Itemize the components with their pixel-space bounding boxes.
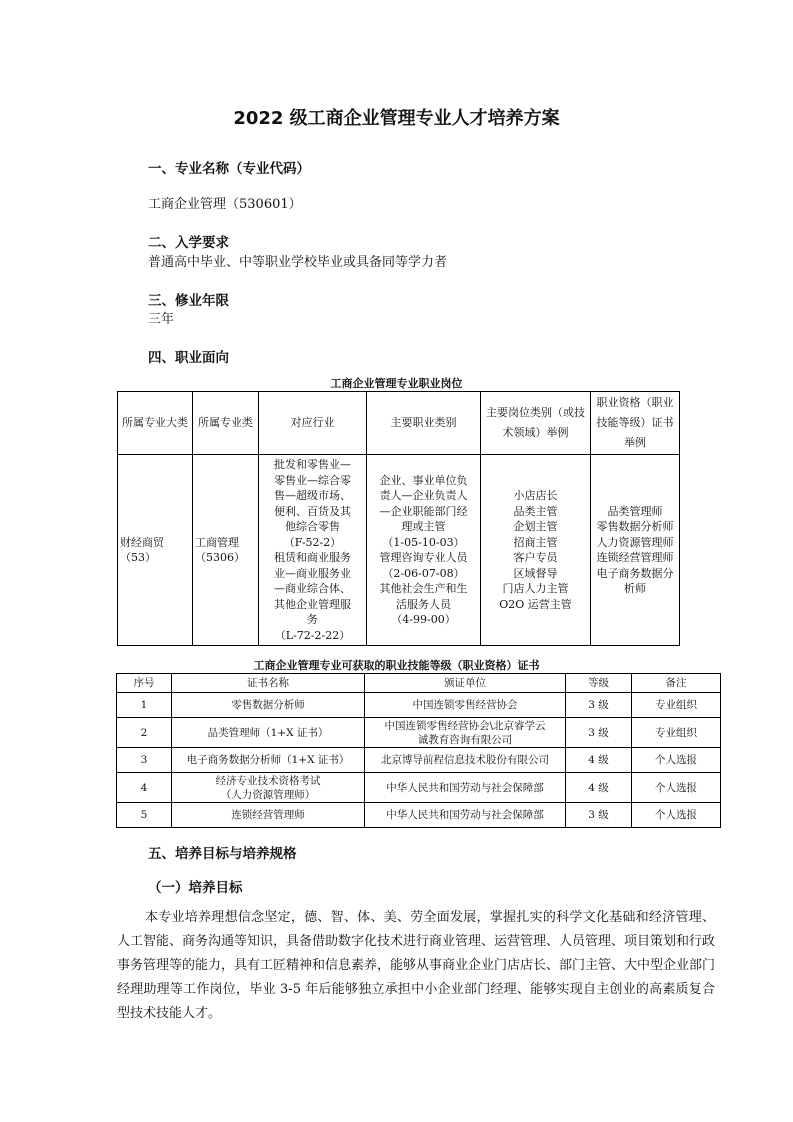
- cert-note: 专业组织: [632, 718, 721, 748]
- cell-line: 连锁经营管理师: [596, 551, 674, 564]
- cert-name: 零售数据分析师: [172, 693, 365, 718]
- cert-note: 个人选报: [632, 748, 721, 773]
- cell-line: 企划主管: [513, 520, 558, 533]
- cert-issuer: 中华人民共和国劳动与社会保障部: [365, 773, 566, 803]
- cell-line: 门店人力主管: [502, 582, 569, 595]
- cell-line: 活服务人员: [396, 597, 451, 611]
- cell-line: （53）: [120, 551, 156, 564]
- cert-name: 电子商务数据分析师（1+X 证书）: [172, 748, 365, 773]
- cert-name: 连锁经营管理师: [172, 803, 365, 828]
- section-1-text: 工商企业管理（530601）: [148, 197, 302, 212]
- cell-line: 招商主管: [513, 535, 558, 549]
- cell-line: —企业职能部门经: [379, 504, 468, 518]
- cell-line: 经济专业技术资格考试: [215, 774, 321, 787]
- table2-header-row: [117, 674, 721, 693]
- table1-header-cell: 主要职业类别: [367, 392, 481, 455]
- section-2-heading: 二、入学要求: [148, 235, 229, 251]
- page-title: 2022 级工商企业管理专业人才培养方案: [233, 108, 560, 129]
- cert-note: 个人选报: [632, 773, 721, 803]
- cert-issuer: 北京博导前程信息技术股份有限公司: [365, 748, 566, 773]
- major-class-cell: [118, 455, 193, 646]
- table1-header-cell: 所属专业大类: [118, 392, 193, 455]
- cell-line: （F-52-2）: [283, 535, 342, 549]
- table2-header-cell: 序号: [117, 674, 172, 693]
- table2-header-cell: 证书名称: [172, 674, 365, 693]
- cert-no: 2: [117, 718, 172, 748]
- cell-line: 责人—企业负责人: [379, 489, 468, 502]
- occupation-cell: [367, 455, 481, 646]
- table1-header-cell: 对应行业: [259, 392, 367, 455]
- table1-header-row: [118, 392, 680, 455]
- cell-line: 品类主管: [513, 504, 558, 518]
- cell-line: 他综合零售: [285, 520, 340, 533]
- cell-line: 其他社会生产和生: [379, 582, 468, 595]
- section-2-text: 普通高中毕业、中等职业学校毕业或具备同等学力者: [148, 255, 448, 270]
- cert-no: 3: [117, 748, 172, 773]
- table-row: [117, 718, 721, 748]
- cert-note: 专业组织: [632, 693, 721, 718]
- positions-cell: [481, 455, 591, 646]
- cert-issuer: 中国连锁零售经营协会: [365, 693, 566, 718]
- section-5-subheading: （一）培养目标: [148, 880, 243, 896]
- cert-no: 1: [117, 693, 172, 718]
- cell-line: 中国连锁零售经营协会\北京睿学云: [384, 719, 546, 732]
- cert-level: 3 级: [566, 803, 632, 828]
- cell-line: 零售数据分析师: [596, 520, 674, 533]
- cell-line: 品类管理师（1+X 证书）: [207, 726, 329, 739]
- cell-line: 企业、事业单位负: [379, 473, 468, 487]
- table-row: [117, 748, 721, 773]
- cell-line: 其他企业管理服: [274, 597, 351, 611]
- section-3-text: 三年: [148, 312, 175, 327]
- table2-header-cell: 备注: [632, 674, 721, 693]
- cell-line: 客户专员: [513, 551, 558, 564]
- cert-level: 3 级: [566, 693, 632, 718]
- table2-header-cell: 等级: [566, 674, 632, 693]
- cert-issuer: 中华人民共和国劳动与社会保障部: [365, 803, 566, 828]
- cell-line: O2O 运营主管: [499, 597, 572, 611]
- cert-no: 4: [117, 773, 172, 803]
- cell-line: 析师: [624, 582, 646, 595]
- cell-line: 售—超级市场、: [274, 489, 351, 502]
- cell-line: 管理咨询专业人员: [379, 551, 468, 564]
- table-row: [117, 693, 721, 718]
- table-row: [117, 803, 721, 828]
- cell-line: 诚教育咨询有限公司: [417, 733, 513, 746]
- career-positions-table: [117, 391, 680, 646]
- cell-line: （4-99-00）: [391, 613, 456, 626]
- cert-level: 4 级: [566, 748, 632, 773]
- cell-line: （人力资源管理师）: [220, 788, 316, 801]
- cert-name: [172, 773, 365, 803]
- major-sub-cell: [193, 455, 259, 646]
- cell-line: 批发和零售业—: [274, 458, 351, 471]
- cell-line: —商业综合体、: [274, 582, 351, 595]
- cert-name: [172, 718, 365, 748]
- industry-cell: [259, 455, 367, 646]
- section-4-heading: 四、职业面向: [148, 350, 229, 366]
- cell-line: 电子商务数据分: [596, 566, 674, 580]
- cell-line: 理或主管: [401, 520, 446, 533]
- cell-line: 便利、百货及其: [274, 504, 351, 518]
- table1-body-row: [118, 455, 680, 646]
- cell-line: （1-05-10-03）: [382, 535, 465, 549]
- section-5-heading: 五、培养目标与培养规格: [148, 846, 297, 862]
- table1-header-cell: 职业资格（职业技能等级）证书举例: [591, 392, 680, 455]
- cell-line: 务: [307, 613, 318, 626]
- cert-no: 5: [117, 803, 172, 828]
- cert-note: 个人选报: [632, 803, 721, 828]
- cert-issuer: [365, 718, 566, 748]
- cell-line: 工商管理: [195, 535, 239, 549]
- training-goal-paragraph: 本专业培养理想信念坚定，德、智、体、美、劳全面发展，掌握扎实的科学文化基础和经济管理、人工智能、商务沟通等知识，具备借助数字化技术进行商业管理、运营管理、人员管理、项目策划和行政事务管理等的能力，具有工匠精神和信息素养，能够从事商业企业门店店长、部门主管、大中型企业部门经理助理等工作岗位，毕业 3-5 年后能够独立承担中小企业部门经理、能够实现自主创业的高素质复合型技术技能人才。: [117, 910, 716, 1021]
- table1-header-cell: 主要岗位类别（或技术领域）举例: [481, 392, 591, 455]
- cell-line: （5306）: [195, 551, 245, 564]
- cell-line: （L-72-2-22）: [274, 628, 351, 642]
- cell-line: 租赁和商业服务: [274, 551, 351, 564]
- certificates-table: [116, 673, 721, 828]
- cell-line: （2-06-07-08）: [382, 566, 465, 580]
- cell-line: 财经商贸: [120, 535, 164, 549]
- table2-header-cell: 颁证单位: [365, 674, 566, 693]
- cell-line: 人力资源管理师: [596, 535, 674, 549]
- cell-line: 区域督导: [513, 566, 558, 580]
- cell-line: 零售业—综合零: [274, 473, 351, 487]
- cert-level: 4 级: [566, 773, 632, 803]
- section-1-heading: 一、专业名称（专业代码）: [148, 161, 310, 177]
- table1-caption: 工商企业管理专业职业岗位: [330, 377, 463, 390]
- table2-caption: 工商企业管理专业可获取的职业技能等级（职业资格）证书: [253, 659, 540, 672]
- table1-header-cell: 所属专业类: [193, 392, 259, 455]
- cell-line: 品类管理师: [607, 504, 663, 518]
- cert-level: 3 级: [566, 718, 632, 748]
- certs-cell: [591, 455, 680, 646]
- table-row: [117, 773, 721, 803]
- cell-line: 业—商业服务业: [274, 566, 351, 580]
- section-3-heading: 三、修业年限: [148, 293, 229, 309]
- cell-line: 小店店长: [513, 489, 558, 502]
